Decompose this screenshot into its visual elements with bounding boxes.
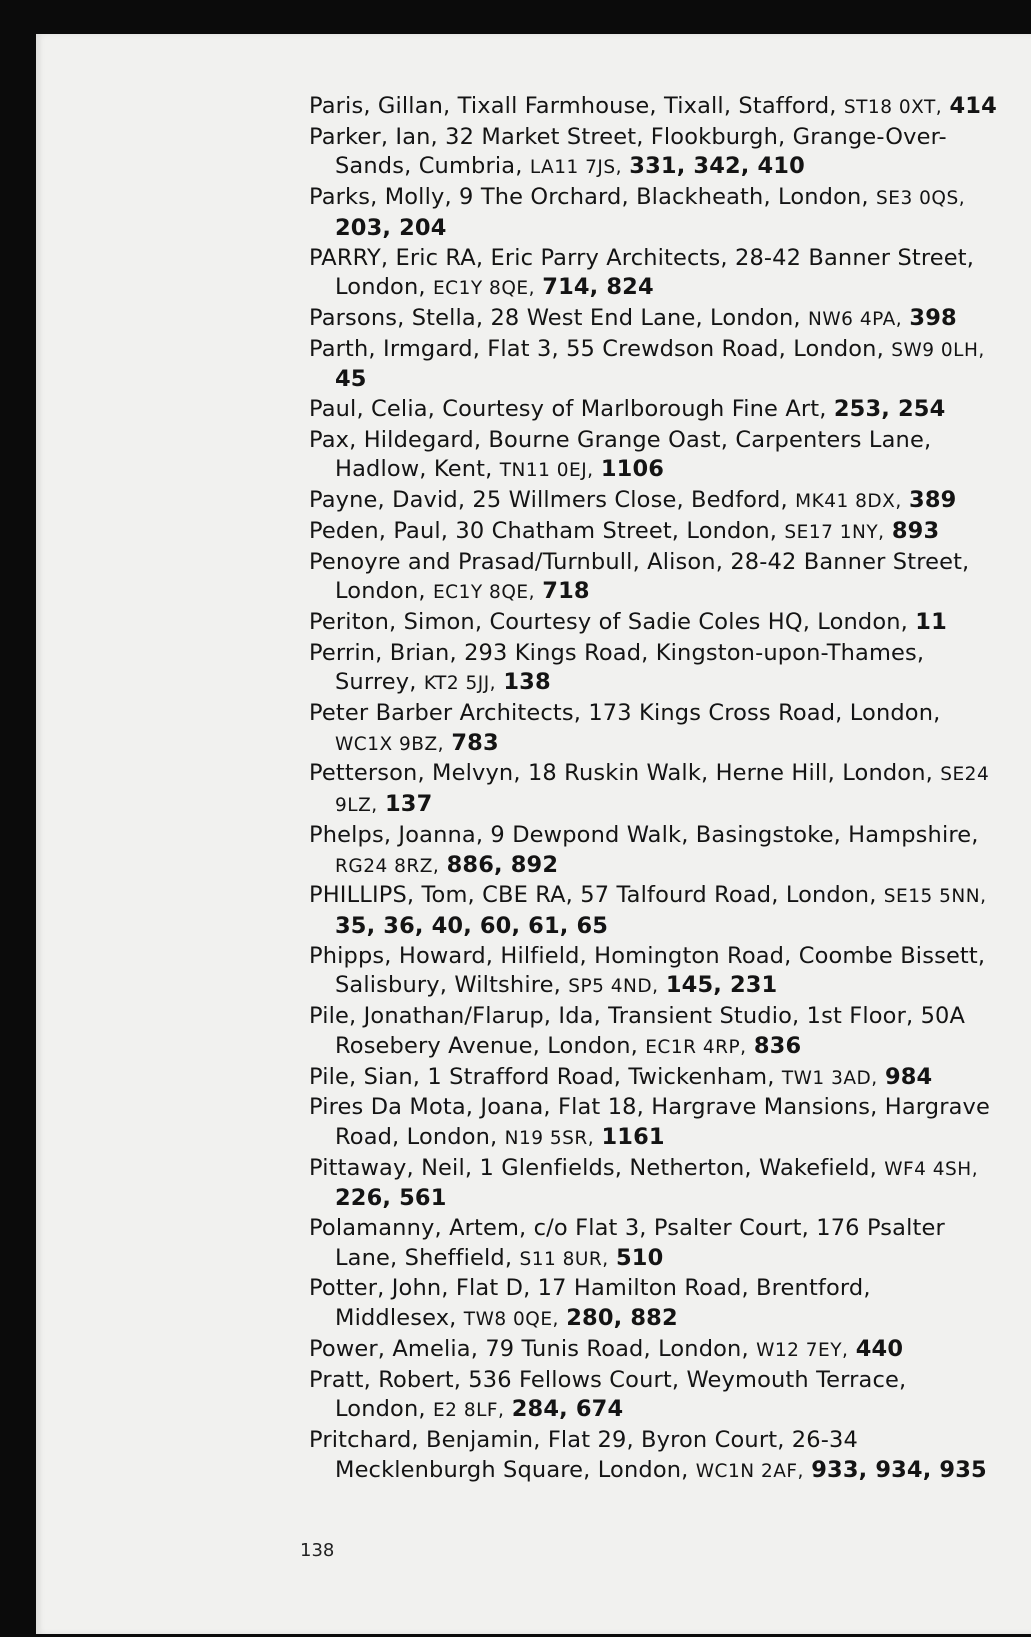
- page-number: 138: [300, 1540, 335, 1561]
- entry-name: Paul, Celia, Courtesy of Marlborough Fine Art,: [309, 396, 834, 423]
- entry-name: Peter Barber Architects, 173 Kings Cross Road, London,: [309, 700, 941, 727]
- list-item: [309, 335, 999, 395]
- entry-name: Payne, David, 25 Willmers Close, Bedford,: [309, 487, 796, 514]
- entry-postcode: RG24 8RZ,: [335, 855, 440, 877]
- list-item: [309, 517, 999, 548]
- entry-pages: 783: [451, 729, 499, 756]
- entry-name: Power, Amelia, 79 Tunis Road, London,: [309, 1335, 757, 1362]
- list-item: [309, 183, 999, 243]
- entry-pages: 35, 36, 40, 60, 61, 65: [335, 912, 609, 939]
- entry-postcode: WC1N 2AF,: [695, 1460, 804, 1482]
- entry-postcode: W12 7EY,: [756, 1339, 849, 1361]
- entry-pages: 138: [503, 669, 551, 696]
- entry-pages: 714, 824: [542, 274, 654, 301]
- entry-name: Pile, Jonathan/Flarup, Ida, Transient Studio, 1st Floor, 50A Rosebery Avenue, London,: [309, 1003, 966, 1059]
- entry-pages: 145, 231: [665, 972, 778, 999]
- entry-pages: 253, 254: [833, 396, 946, 423]
- entry-postcode: EC1R 4RP,: [645, 1036, 747, 1058]
- list-item: [309, 1002, 999, 1062]
- entry-pages: 886, 892: [446, 851, 559, 878]
- entry-pages: 510: [615, 1244, 664, 1271]
- entry-name: Petterson, Melvyn, 18 Ruskin Walk, Herne Hill, London,: [309, 760, 941, 787]
- entry-postcode: SE24 9LZ,: [335, 764, 990, 817]
- entry-postcode: EC1Y 8QE,: [432, 582, 535, 604]
- list-item: [309, 304, 999, 335]
- entry-name: Pritchard, Benjamin, Flat 29, Byron Court, 26-34 Mecklenburgh Square, London,: [309, 1426, 858, 1483]
- entry-pages: 137: [384, 791, 433, 818]
- entry-postcode: LA11 7JS,: [529, 157, 622, 179]
- entry-pages: 836: [753, 1032, 802, 1059]
- entry-postcode: SE17 1NY,: [784, 521, 885, 543]
- entry-postcode: TW8 0QE,: [463, 1309, 559, 1331]
- entry-pages: 11: [915, 608, 947, 635]
- entry-postcode: SE3 0QS,: [876, 188, 966, 210]
- entry-name: Pax, Hildegard, Bourne Grange Oast, Carpenters Lane, Hadlow, Kent,: [309, 426, 932, 483]
- list-item: [309, 1214, 999, 1274]
- entry-name: Parker, Ian, 32 Market Street, Flookburgh, Grange-Over-Sands, Cumbria,: [309, 123, 947, 180]
- entry-pages: 718: [542, 578, 590, 605]
- entry-name: Peden, Paul, 30 Chatham Street, London,: [309, 517, 785, 544]
- list-item: [309, 1335, 999, 1366]
- entry-pages: 203, 204: [335, 214, 447, 241]
- entry-postcode: SP5 4ND,: [568, 976, 659, 998]
- entry-name: Paris, Gillan, Tixall Farmhouse, Tixall, Stafford,: [309, 93, 844, 119]
- entry-name: Pittaway, Neil, 1 Glenfields, Netherton, Wakefield,: [309, 1154, 885, 1181]
- list-item: [309, 608, 999, 639]
- entry-pages: 389: [909, 487, 957, 514]
- entry-name: Parsons, Stella, 28 West End Lane, London,: [309, 304, 809, 331]
- entry-name: Parth, Irmgard, Flat 3, 55 Crewdson Road, London,: [309, 335, 892, 362]
- list-item: [309, 639, 999, 699]
- entry-name: Pile, Sian, 1 Strafford Road, Twickenham,: [309, 1063, 782, 1090]
- list-item: [309, 123, 999, 183]
- entry-postcode: S11 8UR,: [519, 1248, 609, 1270]
- entry-postcode: EC1Y 8QE,: [432, 278, 535, 300]
- entry-name: Polamanny, Artem, c/o Flat 3, Psalter Court, 176 Psalter Lane, Sheffield,: [309, 1215, 945, 1271]
- list-item: [309, 244, 999, 304]
- entry-postcode: ST18 0XT,: [843, 97, 943, 118]
- directory-list: [309, 92, 999, 1486]
- list-item: [309, 548, 999, 608]
- list-item: [309, 1154, 999, 1214]
- entry-pages: 933, 934, 935: [811, 1456, 987, 1483]
- entry-postcode: N19 5SR,: [504, 1127, 595, 1149]
- list-item: [309, 1093, 999, 1153]
- entry-pages: 440: [855, 1335, 904, 1362]
- list-item: [309, 1366, 999, 1426]
- entry-pages: 284, 674: [511, 1396, 624, 1423]
- entry-name: PARRY, Eric RA, Eric Parry Architects, 28-42 Banner Street, London,: [309, 244, 975, 301]
- entry-postcode: TN11 0EJ,: [499, 460, 594, 482]
- list-item: [309, 1426, 999, 1486]
- entry-postcode: E2 8LF,: [432, 1400, 505, 1422]
- list-item: [309, 759, 999, 820]
- entry-pages: 893: [891, 517, 940, 544]
- entry-postcode: TW1 3AD,: [781, 1067, 878, 1089]
- entry-name: Periton, Simon, Courtesy of Sadie Coles HQ, London,: [309, 608, 916, 635]
- entry-name: PHILLIPS, Tom, CBE RA, 57 Talfourd Road, London,: [309, 882, 884, 909]
- entry-name: Phipps, Howard, Hilfield, Homington Road, Coombe Bissett, Salisbury, Wiltshire,: [309, 942, 986, 999]
- entry-pages: 280, 882: [566, 1305, 678, 1332]
- list-item: [309, 395, 999, 426]
- entry-name: Perrin, Brian, 293 Kings Road, Kingston-upon-Thames, Surrey,: [309, 639, 925, 696]
- entry-pages: 1161: [601, 1123, 665, 1150]
- entry-pages: 1106: [600, 456, 665, 483]
- entry-name: Penoyre and Prasad/Turnbull, Alison, 28-42 Banner Street, London,: [309, 548, 970, 605]
- entry-postcode: KT2 5JJ,: [423, 673, 497, 695]
- entry-postcode: WC1X 9BZ,: [335, 733, 445, 755]
- entry-pages: 45: [335, 366, 367, 393]
- entry-pages: 984: [884, 1063, 933, 1090]
- entry-name: Pratt, Robert, 536 Fellows Court, Weymouth Terrace, London,: [309, 1366, 907, 1423]
- entry-pages: 398: [909, 304, 957, 331]
- entry-pages: 414: [949, 93, 997, 119]
- entry-name: Phelps, Joanna, 9 Dewpond Walk, Basingstoke, Hampshire,: [309, 821, 979, 848]
- list-item: [309, 92, 999, 123]
- entry-postcode: NW6 4PA,: [808, 308, 903, 330]
- list-item: [309, 486, 999, 517]
- entry-postcode: SW9 0LH,: [891, 339, 985, 361]
- entry-name: Parks, Molly, 9 The Orchard, Blackheath, London,: [309, 184, 877, 211]
- list-item: [309, 1063, 999, 1094]
- entry-name: Pires Da Mota, Joana, Flat 18, Hargrave Mansions, Hargrave Road, London,: [309, 1094, 991, 1150]
- entry-name: Potter, John, Flat D, 17 Hamilton Road, Brentford, Middlesex,: [309, 1275, 871, 1332]
- list-item: [309, 426, 999, 486]
- list-item: [309, 881, 999, 941]
- entry-pages: 226, 561: [335, 1185, 447, 1212]
- entry-pages: 331, 342, 410: [629, 153, 805, 180]
- list-item: [309, 821, 999, 881]
- entry-postcode: MK41 8DX,: [795, 491, 902, 513]
- entry-postcode: SE15 5NN,: [883, 886, 987, 908]
- list-item: [309, 699, 999, 759]
- entry-postcode: WF4 4SH,: [884, 1158, 979, 1180]
- list-item: [309, 942, 999, 1002]
- list-item: [309, 1274, 999, 1334]
